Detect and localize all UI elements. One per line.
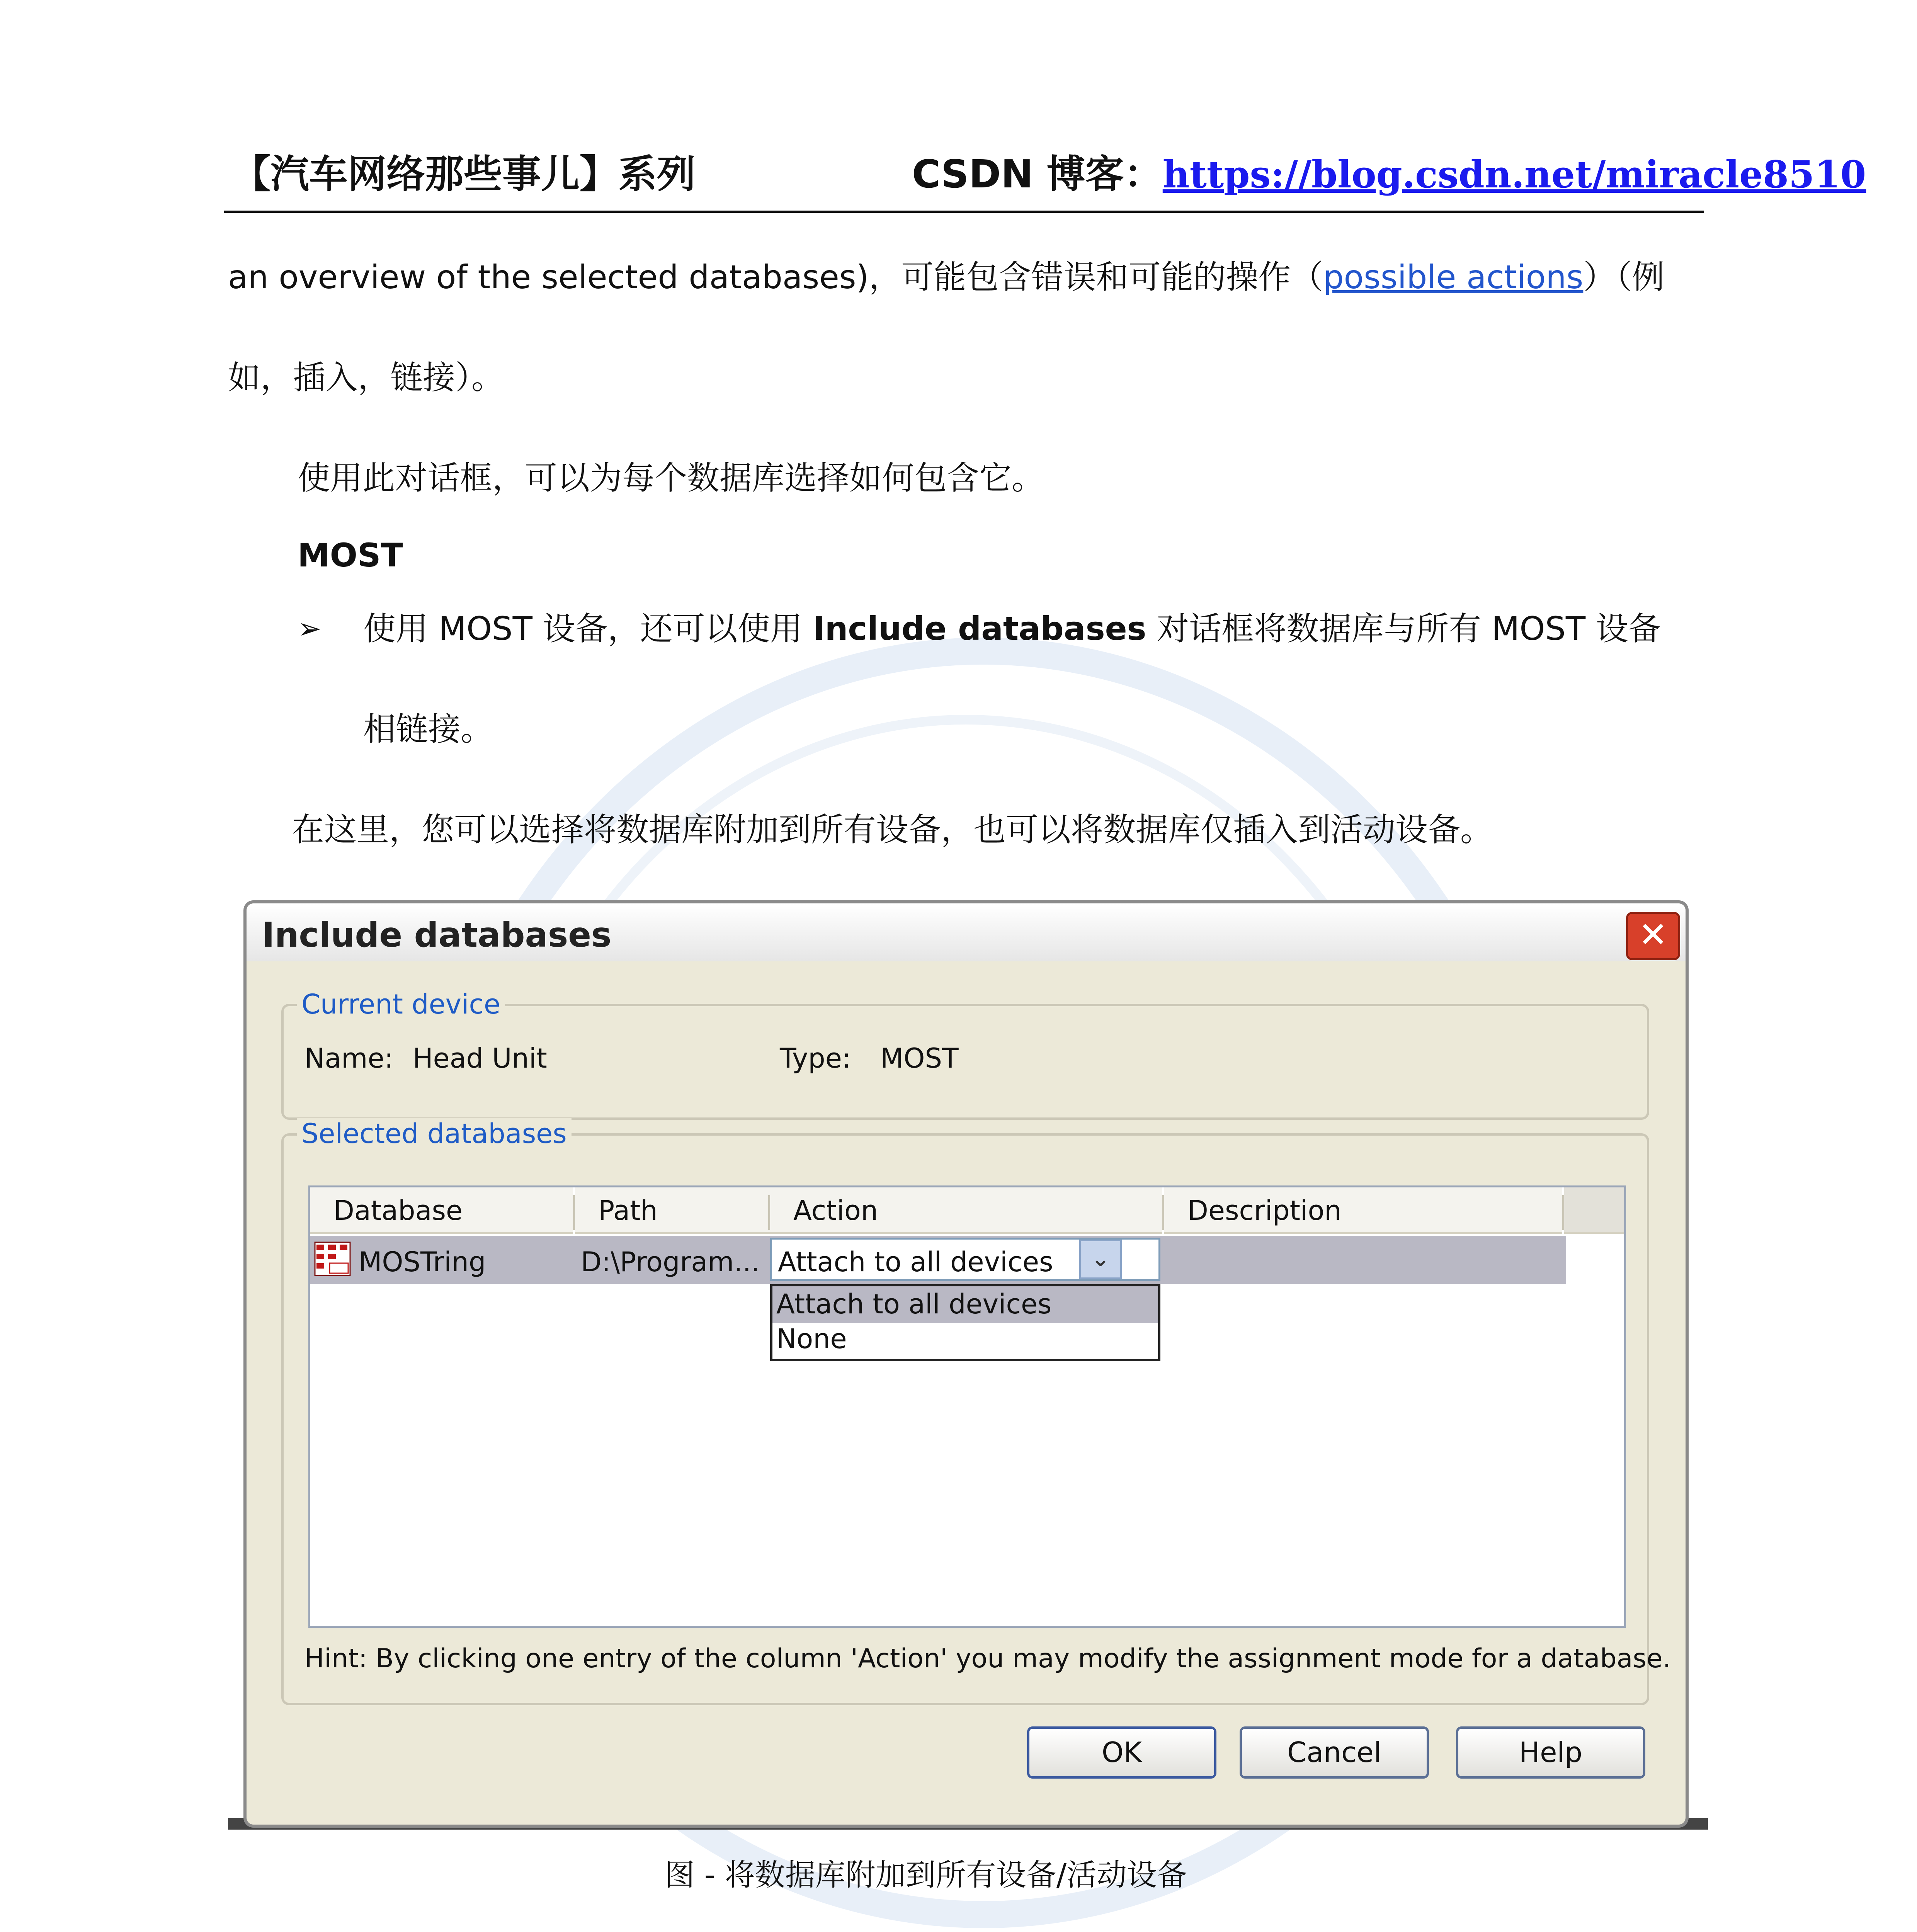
column-header-database[interactable]: Database (310, 1187, 573, 1234)
close-icon[interactable]: ✕ (1626, 912, 1680, 960)
include-databases-dialog (243, 900, 1689, 1828)
paragraph-line-2: 如，插入，链接）。 (228, 359, 504, 396)
blog-label: CSDN 博客： (912, 151, 1163, 197)
type-value: MOST (880, 1043, 959, 1074)
series-title: 【汽车网络那些事儿】系列 (232, 151, 696, 197)
paragraph-line-1 (228, 258, 1665, 296)
current-device-label: Current device (297, 988, 505, 1020)
database-list[interactable] (308, 1185, 1626, 1628)
bullet-item-1 (363, 610, 1661, 648)
header-rule (224, 211, 1704, 213)
paragraph-here: 在这里，您可以选择将数据库附加到所有设备，也可以将数据库仅插入到活动设备。 (292, 811, 1493, 849)
column-header-filler (1564, 1187, 1624, 1234)
dialog-title: Include databases (262, 915, 612, 955)
dropdown-option-none[interactable]: None (776, 1323, 847, 1355)
selected-databases-label: Selected databases (297, 1118, 572, 1150)
line1-text: an overview of the selected databases)，可能包含错误和可能的操作（ (228, 258, 1323, 296)
blog-link[interactable]: https://blog.csdn.net/miracle8510 (1162, 153, 1866, 196)
help-button[interactable]: Help (1456, 1726, 1645, 1779)
column-header-description[interactable]: Description (1164, 1187, 1562, 1234)
name-label: Name: (304, 1043, 394, 1074)
heading-most: MOST (298, 536, 403, 574)
bullet1-post: 对话框将数据库与所有 MOST 设备 (1146, 610, 1661, 648)
cancel-button[interactable]: Cancel (1240, 1726, 1429, 1779)
column-header-action[interactable]: Action (770, 1187, 1162, 1234)
database-icon (314, 1242, 351, 1276)
chevron-down-icon[interactable]: ⌄ (1079, 1240, 1122, 1279)
hint-text: Hint: By clicking one entry of the column 'Action' you may modify the assignment mode for a database. (304, 1643, 1671, 1674)
bullet1-bold: Include databases (813, 610, 1146, 648)
name-value: Head Unit (413, 1043, 547, 1074)
ok-button[interactable]: OK (1027, 1726, 1216, 1779)
paragraph-dialog-usage: 使用此对话框，可以为每个数据库选择如何包含它。 (298, 459, 1044, 497)
bullet1-pre: 使用 MOST 设备，还可以使用 (363, 610, 813, 648)
bullet-icon: ➢ (298, 612, 322, 645)
type-label: Type: (780, 1043, 851, 1074)
blog-info (912, 143, 1866, 199)
database-cell: MOSTring (359, 1246, 486, 1278)
bullet-item-1-cont: 相链接。 (363, 710, 493, 748)
path-cell: D:\Program... (581, 1246, 760, 1278)
figure-caption: 图 - 将数据库附加到所有设备/活动设备 (665, 1858, 1187, 1893)
line1-tail: ）（例 (1583, 258, 1665, 296)
action-dropdown-list[interactable] (770, 1284, 1160, 1361)
action-combo-value: Attach to all devices (778, 1246, 1053, 1278)
column-header-path[interactable]: Path (575, 1187, 770, 1234)
possible-actions-link[interactable]: possible actions (1323, 258, 1584, 296)
dropdown-option-attach-all[interactable]: Attach to all devices (776, 1288, 1052, 1320)
